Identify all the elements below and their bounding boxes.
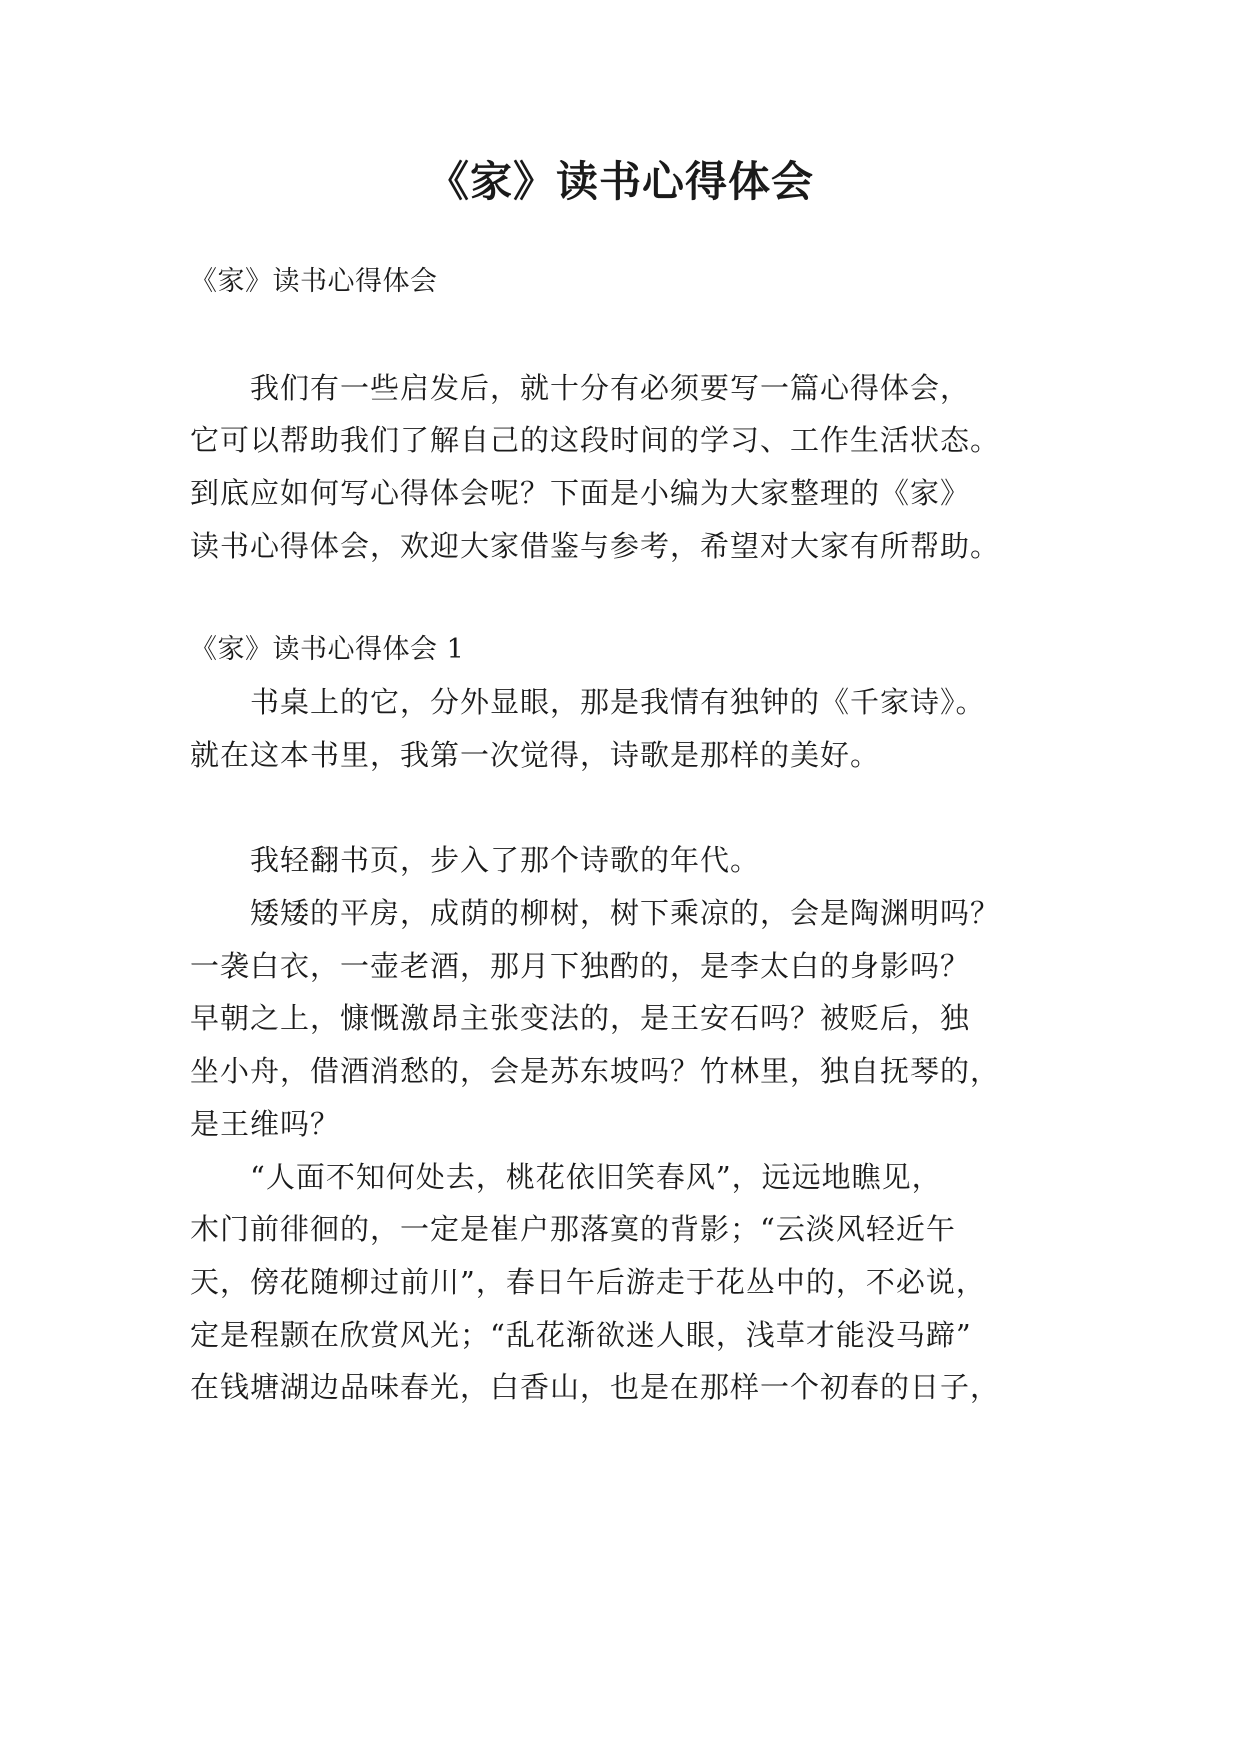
para4-line-5: 在钱塘湖边品味春光，白香山，也是在那样一个初春的日子， — [190, 1370, 1001, 1404]
para1-line-1: 书桌上的它，分外显眼，那是我情有独钟的《千家诗》。 — [250, 685, 986, 719]
para3-line-4: 坐小舟，借酒消愁的，会是苏东坡吗？竹林里，独自抚琴的， — [190, 1054, 1001, 1088]
intro-line-2: 它可以帮助我们了解自己的这段时间的学习、工作生活状态。 — [190, 423, 1001, 457]
document-title: 《家》读书心得体会 — [426, 157, 814, 206]
para3-line-2: 一袭白衣，一壶老酒，那月下独酌的，是李太白的身影吗？ — [190, 949, 971, 983]
para4-line-1: “人面不知何处去，桃花依旧笑春风”，远远地瞧见， — [250, 1160, 942, 1194]
para3-line-3: 早朝之上，慷慨激昂主张变法的，是王安石吗？被贬后，独 — [190, 1001, 971, 1035]
para3-line-5: 是王维吗？ — [190, 1107, 341, 1141]
intro-line-3: 到底应如何写心得体会呢？下面是小编为大家整理的《家》 — [190, 476, 971, 510]
intro-line-4: 读书心得体会，欢迎大家借鉴与参考，希望对大家有所帮助。 — [190, 529, 1001, 563]
intro-line-1: 我们有一些启发后，就十分有必须要写一篇心得体会， — [250, 371, 971, 405]
para4-line-3: 天，傍花随柳过前川”，春日午后游走于花丛中的，不必说， — [190, 1265, 986, 1299]
para3-line-1: 矮矮的平房，成荫的柳树，树下乘凉的，会是陶渊明吗？ — [250, 896, 1001, 930]
para4-line-4: 定是程颢在欣赏风光；“乱花渐欲迷人眼，浅草才能没马蹄” — [190, 1318, 972, 1352]
section-heading: 《家》读书心得体会 1 — [190, 634, 465, 665]
para1-line-2: 就在这本书里，我第一次觉得，诗歌是那样的美好。 — [190, 738, 881, 772]
para2-line-1: 我轻翻书页，步入了那个诗歌的年代。 — [250, 843, 761, 877]
para4-line-2: 木门前徘徊的，一定是崔户那落寞的背影；“云淡风轻近午 — [190, 1212, 956, 1246]
document-subtitle: 《家》读书心得体会 — [190, 266, 438, 297]
